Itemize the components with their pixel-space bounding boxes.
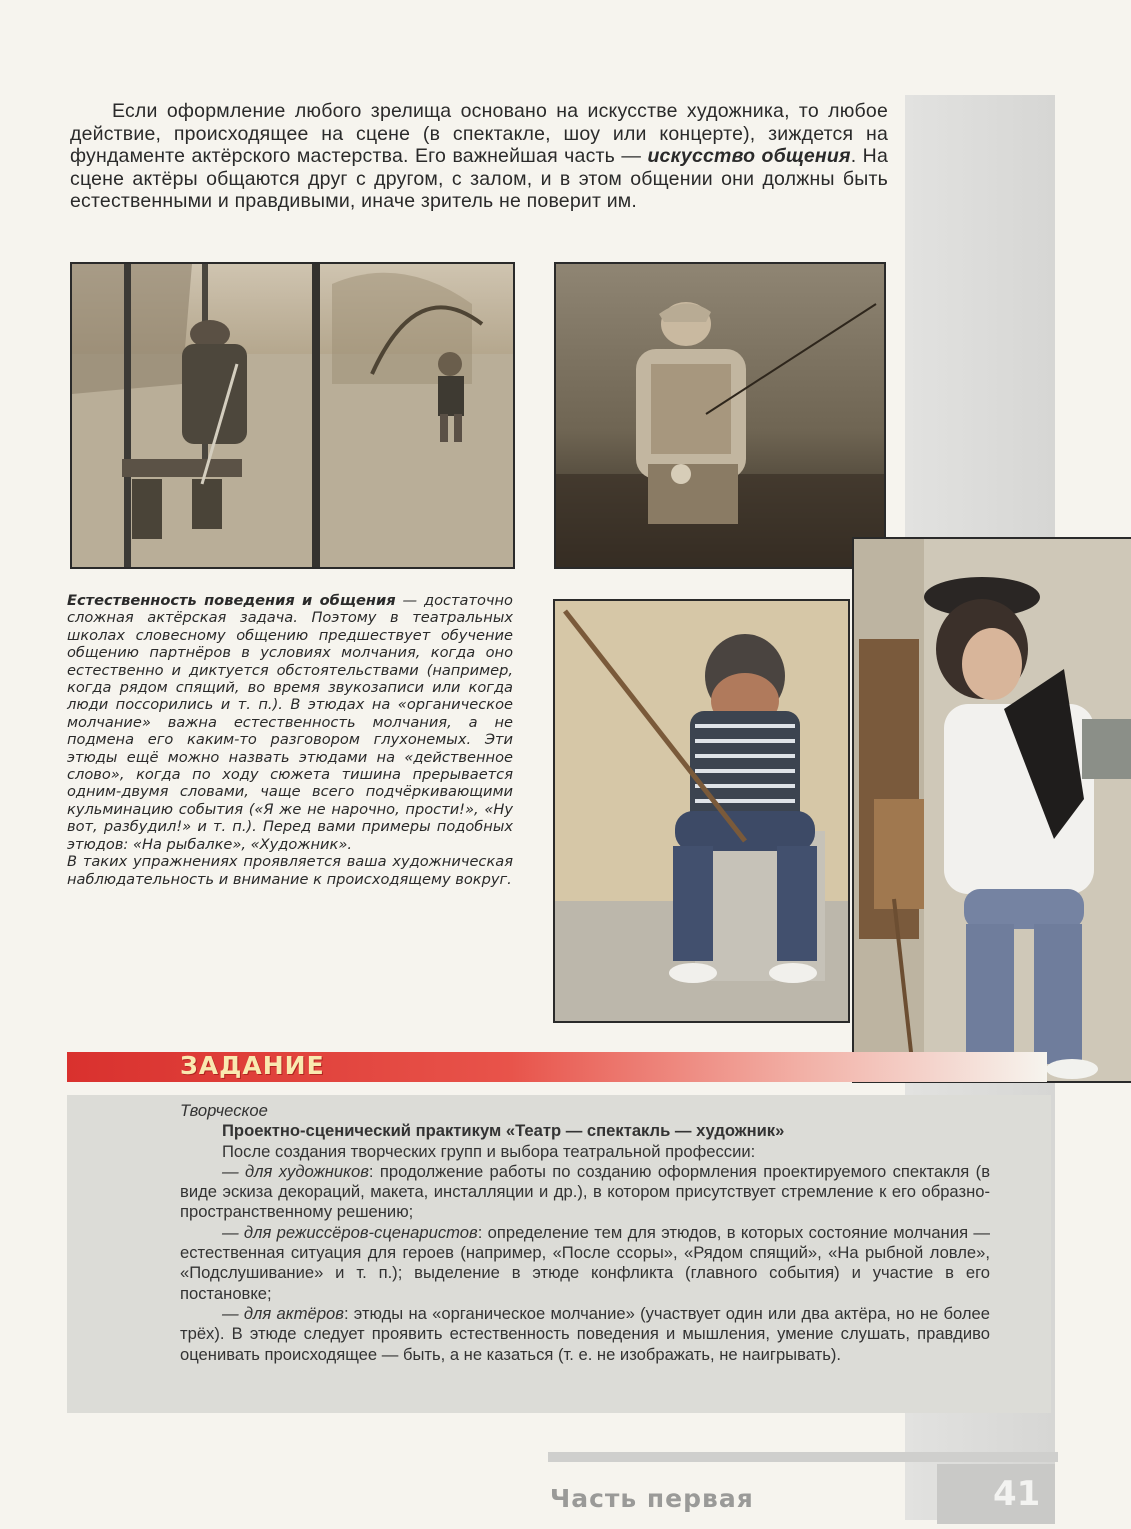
intro-text-2: . На сцене актёры общаются друг с другом, с залом, и в этом общении они должны быть естественными и правдивыми, иначе зритель не поверит им. <box>70 145 888 212</box>
task-item-actors: — для актёров: этюды на «органическое молчание» (участвует один или два актёра, но не более трёх). В этюде следует проявить естественность поведения и мышления, умение слушать, правдиво оценивать происходящее — быть, а не казаться (т. е. не изображать, не наигрывать). <box>180 1303 990 1364</box>
intro-text-1: Если оформление любого зрелища основано на искусстве художника, то любое действие, происходящее на сцене (в спектакле, шоу или концерте), зиждется на фундаменте актёрского мастерства. Его важнейшая часть — <box>70 100 888 167</box>
page-number: 41 <box>993 1474 1041 1514</box>
caption-text: — достаточно сложная актёрская задача. Поэтому в театральных школах словесному общению предшествует обучение общению партнёров в условиях молчания, когда оно естественно и диктуется обстоятельствами (например, когда рядом спящий, во время звукозаписи или когда люди поссорились и т. п.). В этюдах на «органическое молчание» важна естественность молчания, а не подмена его каким-то разговором глухонемых. Эти этюды ещё можно назвать этюдами на «действенное слово», когда по ходу сюжета тишина прерывается одним-двумя словами, чаще всего подчёркивающими кульминацию события («Я же не нарочно, прости!», «Ну вот, разбудил!» и т. п.). Перед вами примеры подобных этюдов: «На рыбалке», «Художник». <box>67 592 513 853</box>
caption-emphasis: Естественность поведения и общения <box>67 592 396 609</box>
footer-rule <box>548 1452 1058 1462</box>
task-heading: Проектно-сценический практикум «Театр — спектакль — художник» <box>222 1121 785 1141</box>
task-item-artists: — для художников: продолжение работы по созданию оформления проектируемого спектакля (в виде эскиза декораций, макета, инсталляции и др.), в котором присутствует стремление к его образно-пространственному решению; <box>180 1161 991 1222</box>
task-text <box>180 1101 990 1365</box>
photo-swing-etude <box>70 262 515 569</box>
photo-fisher-seated <box>553 599 850 1023</box>
task-intro: После создания творческих групп и выбора театральной профессии: <box>222 1141 756 1161</box>
caption-text-2: В таких упражнениях проявляется ваша художническая наблюдательность и внимание к происходящему вокруг. <box>67 853 513 888</box>
photo-fishing-etude <box>554 262 886 569</box>
intro-emphasis: искусство общения <box>647 145 851 167</box>
intro-paragraph <box>70 100 888 213</box>
task-kind: Творческое <box>180 1101 268 1120</box>
photo-artist-etude <box>852 537 1131 1083</box>
photo-caption <box>67 592 513 888</box>
task-label: ЗАДАНИЕ <box>180 1051 325 1080</box>
section-title: Часть первая <box>550 1484 754 1513</box>
task-item-directors: — для режиссёров-сценаристов: определение тем для этюдов, в которых состояние молчания — естественная ситуация для героев (например, «После ссоры», «Рядом спящий», «На рыбной ловле», «Подслушивание» и т. п.); выделение в этюде конфликта (главного события) и участие в его постановке; <box>180 1222 991 1303</box>
